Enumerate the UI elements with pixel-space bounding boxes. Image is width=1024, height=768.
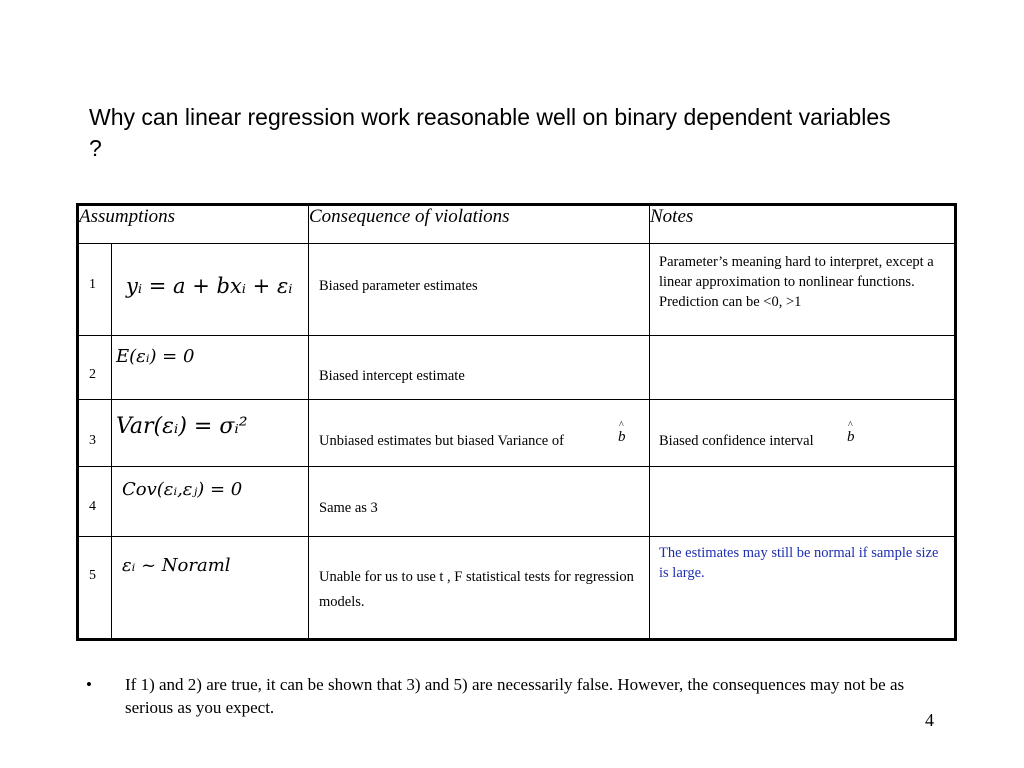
row-number: 3 <box>89 433 96 448</box>
row-number-cell <box>78 244 112 336</box>
row-number-cell <box>78 400 112 467</box>
notes-cell <box>650 400 956 467</box>
notes-cell <box>650 244 956 336</box>
assumption-cell <box>112 400 309 467</box>
table-row <box>78 537 956 640</box>
header-notes: Notes <box>650 205 956 244</box>
consequence-text: Biased intercept estimate <box>319 368 465 384</box>
bullet-text: If 1) and 2) are true, it can be shown that 3) and 5) are necessarily false. However, the consequences may not be as serious as you expect. <box>125 675 905 717</box>
consequence-cell <box>309 244 650 336</box>
table-row <box>78 336 956 400</box>
slide-title: Why can linear regression work reasonable well on binary dependent variables ? <box>89 104 891 161</box>
consequence-cell <box>309 467 650 537</box>
assumption-cell <box>112 336 309 400</box>
row-number: 5 <box>89 568 96 583</box>
table-row <box>78 400 956 467</box>
b-hat-symbol: ^ b <box>847 429 855 446</box>
row-number-cell <box>78 537 112 640</box>
assumptions-table <box>76 203 957 641</box>
assumption-formula: E(εᵢ) = 0 <box>116 346 195 367</box>
row-number-cell <box>78 336 112 400</box>
row-number-cell <box>78 467 112 537</box>
row-number: 1 <box>89 277 96 292</box>
row-number: 2 <box>89 367 96 382</box>
b-hat-symbol: ^ b <box>618 429 626 446</box>
notes-cell <box>650 467 956 537</box>
assumption-formula: εᵢ ~ Noraml <box>122 555 231 576</box>
notes-text: Biased confidence interval <box>659 433 814 449</box>
header-assumptions: Assumptions <box>78 205 309 244</box>
notes-cell <box>650 537 956 640</box>
consequence-text: Unable for us to use t , F statistical tests for regression models. <box>319 569 634 610</box>
consequence-text: Unbiased estimates but biased Variance of <box>319 433 564 449</box>
notes-text: Parameter’s meaning hard to interpret, except a linear approximation to nonlinear functions. Prediction can be <0, >1 <box>659 254 934 310</box>
assumption-formula: yᵢ = a + bxᵢ + εᵢ <box>126 274 293 298</box>
assumption-formula: Cov(εᵢ,εⱼ) = 0 <box>122 479 243 500</box>
notes-text: The estimates may still be normal if sample size is large. <box>659 545 939 581</box>
page-number: 4 <box>925 710 934 730</box>
notes-cell <box>650 336 956 400</box>
consequence-cell <box>309 537 650 640</box>
row-number: 4 <box>89 499 96 514</box>
assumption-cell <box>112 467 309 537</box>
consequence-cell <box>309 336 650 400</box>
table-row <box>78 467 956 537</box>
assumption-formula: Var(εᵢ) = σᵢ² <box>116 414 248 439</box>
table-row <box>78 244 956 336</box>
assumption-cell <box>112 244 309 336</box>
assumption-cell <box>112 537 309 640</box>
table-header-row <box>78 205 956 244</box>
bullet-marker: • <box>86 675 92 694</box>
consequence-text: Biased parameter estimates <box>319 278 478 294</box>
consequence-text: Same as 3 <box>319 500 378 516</box>
consequence-cell <box>309 400 650 467</box>
header-consequence: Consequence of violations <box>309 205 650 244</box>
